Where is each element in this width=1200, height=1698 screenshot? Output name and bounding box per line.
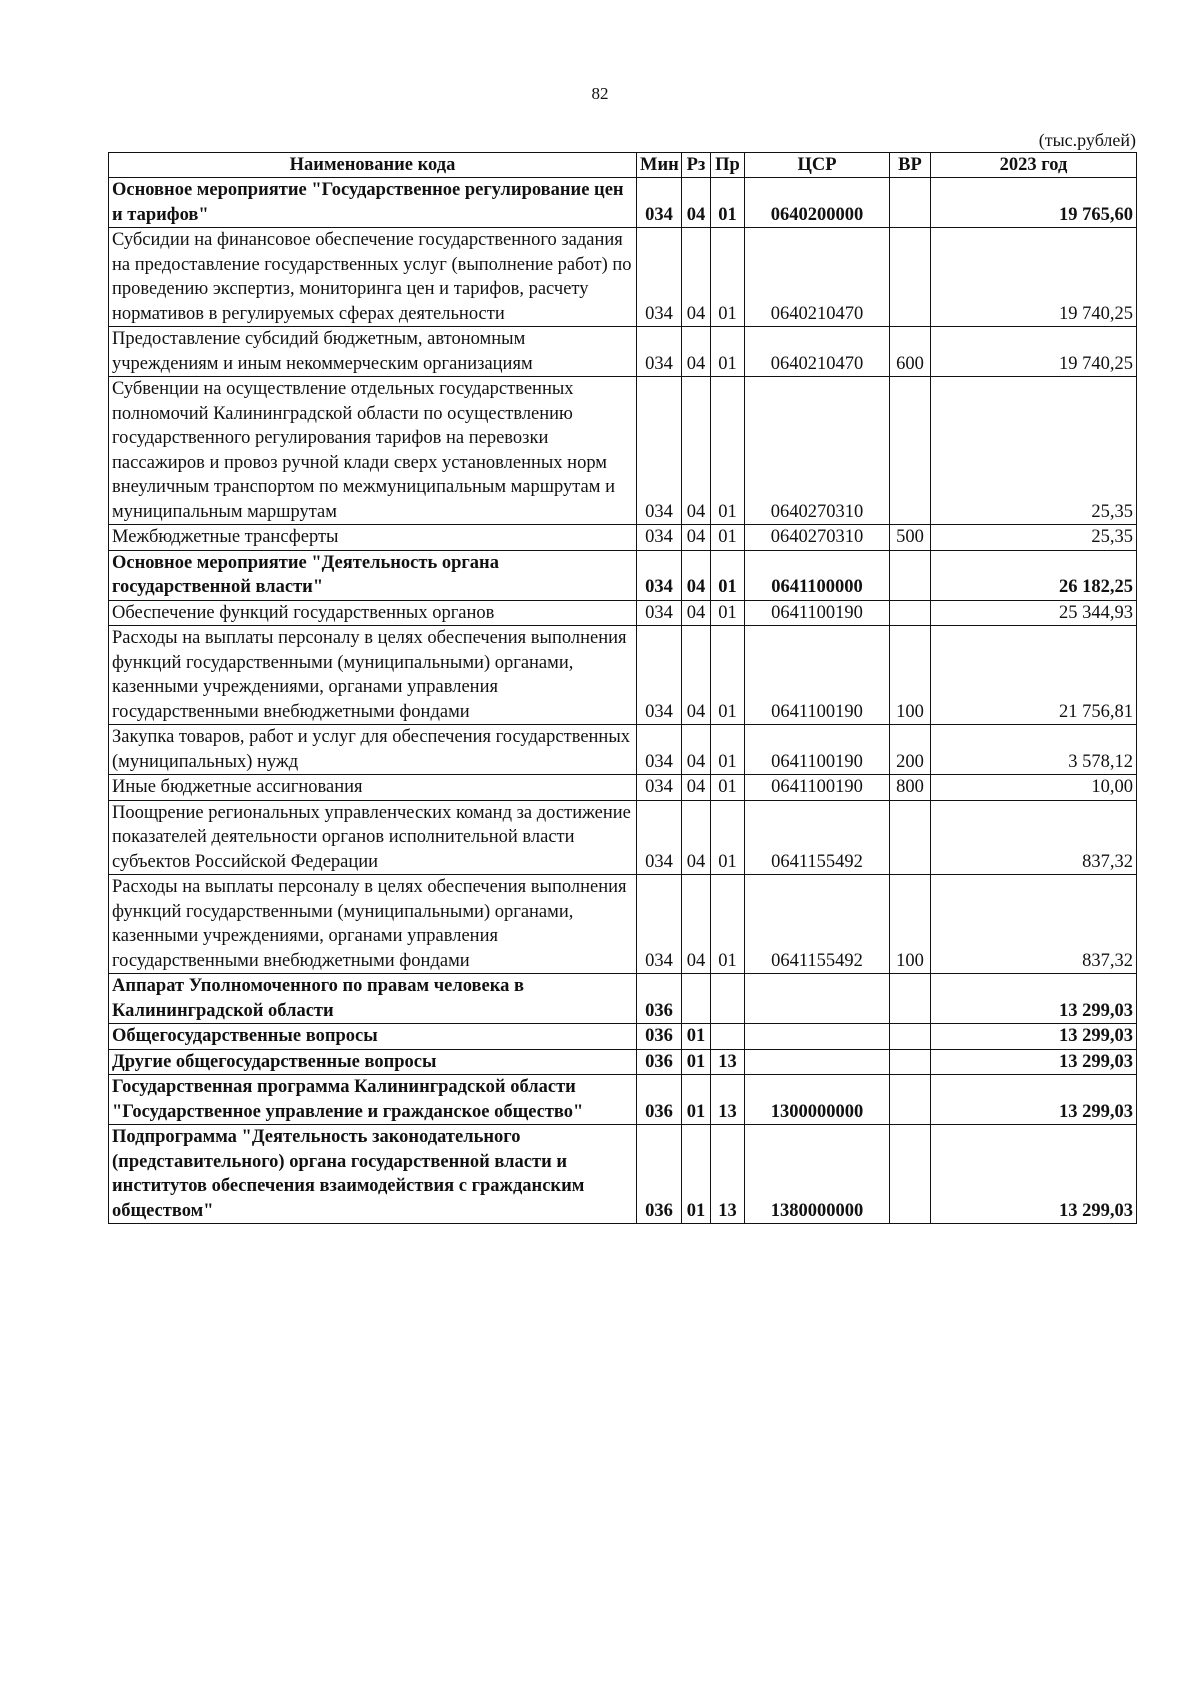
cell-min: 034 (637, 550, 682, 600)
cell-pr: 01 (711, 525, 745, 551)
cell-rz: 04 (682, 626, 711, 725)
table-row (109, 725, 1137, 775)
cell-name: Предоставление субсидий бюджетным, автономным учреждениям и иным некоммерческим организациям (109, 327, 637, 377)
cell-vr (890, 1125, 931, 1224)
header-csr: ЦСР (745, 153, 890, 178)
table-row (109, 626, 1137, 725)
cell-csr: 1300000000 (745, 1075, 890, 1125)
cell-csr: 0640270310 (745, 525, 890, 551)
cell-pr: 13 (711, 1049, 745, 1075)
cell-rz: 04 (682, 775, 711, 801)
cell-amount: 13 299,03 (931, 974, 1137, 1024)
table-row (109, 800, 1137, 875)
cell-rz: 04 (682, 178, 711, 228)
cell-pr: 01 (711, 875, 745, 974)
cell-csr: 0640210470 (745, 327, 890, 377)
cell-min: 034 (637, 178, 682, 228)
header-pr: Пр (711, 153, 745, 178)
cell-vr (890, 1024, 931, 1050)
table-row (109, 327, 1137, 377)
cell-amount: 19 740,25 (931, 327, 1137, 377)
page-number: 82 (591, 84, 609, 103)
cell-vr (890, 550, 931, 600)
cell-pr: 01 (711, 775, 745, 801)
units-label: (тыс.рублей) (1038, 130, 1136, 150)
cell-vr (890, 178, 931, 228)
cell-rz: 04 (682, 525, 711, 551)
cell-csr (745, 974, 890, 1024)
table-row (109, 178, 1137, 228)
cell-amount: 13 299,03 (931, 1075, 1137, 1125)
header-rz: Рз (682, 153, 711, 178)
cell-rz: 04 (682, 600, 711, 626)
cell-min: 034 (637, 800, 682, 875)
cell-pr: 13 (711, 1075, 745, 1125)
cell-rz: 01 (682, 1024, 711, 1050)
cell-vr (890, 228, 931, 327)
cell-name: Межбюджетные трансферты (109, 525, 637, 551)
cell-name: Субсидии на финансовое обеспечение государственного задания на предоставление государственных услуг (выполнение работ) по проведению экспертиз, мониторинга цен и тарифов, расчету нормативов в регулируемых сферах деятельности (109, 228, 637, 327)
cell-name: Аппарат Уполномоченного по правам человека в Калининградской области (109, 974, 637, 1024)
header-year: 2023 год (931, 153, 1137, 178)
cell-pr (711, 1024, 745, 1050)
cell-rz: 01 (682, 1075, 711, 1125)
cell-amount: 19 740,25 (931, 228, 1137, 327)
cell-pr: 13 (711, 1125, 745, 1224)
cell-csr: 0640200000 (745, 178, 890, 228)
cell-name: Подпрограмма "Деятельность законодательного (представительного) органа государственной власти и институтов обеспечения взаимодействия с гражданским обществом" (109, 1125, 637, 1224)
cell-min: 034 (637, 228, 682, 327)
cell-min: 034 (637, 600, 682, 626)
table-row (109, 1075, 1137, 1125)
cell-vr (890, 974, 931, 1024)
cell-csr: 0641155492 (745, 800, 890, 875)
table-row (109, 875, 1137, 974)
cell-vr: 600 (890, 327, 931, 377)
cell-amount: 837,32 (931, 800, 1137, 875)
cell-amount: 19 765,60 (931, 178, 1137, 228)
table-row (109, 974, 1137, 1024)
budget-table (108, 152, 1137, 1224)
cell-amount: 21 756,81 (931, 626, 1137, 725)
cell-csr: 0641100190 (745, 626, 890, 725)
cell-name: Общегосударственные вопросы (109, 1024, 637, 1050)
cell-vr (890, 1049, 931, 1075)
cell-rz: 04 (682, 550, 711, 600)
cell-csr (745, 1049, 890, 1075)
cell-name: Закупка товаров, работ и услуг для обеспечения государственных (муниципальных) нужд (109, 725, 637, 775)
cell-amount: 25,35 (931, 377, 1137, 525)
cell-name: Расходы на выплаты персоналу в целях обеспечения выполнения функций государственными (муниципальными) органами, казенными учреждениями, органами управления государственными внебюджетными фондами (109, 875, 637, 974)
cell-csr: 0641100000 (745, 550, 890, 600)
cell-vr: 500 (890, 525, 931, 551)
cell-pr: 01 (711, 725, 745, 775)
cell-rz: 04 (682, 875, 711, 974)
cell-rz (682, 974, 711, 1024)
cell-amount: 10,00 (931, 775, 1137, 801)
table-row (109, 550, 1137, 600)
cell-name: Основное мероприятие "Государственное регулирование цен и тарифов" (109, 178, 637, 228)
cell-pr (711, 974, 745, 1024)
cell-rz: 01 (682, 1049, 711, 1075)
cell-min: 034 (637, 525, 682, 551)
table-row (109, 525, 1137, 551)
cell-min: 034 (637, 775, 682, 801)
cell-csr: 0641155492 (745, 875, 890, 974)
table-row (109, 775, 1137, 801)
cell-rz: 04 (682, 327, 711, 377)
table-row (109, 377, 1137, 525)
header-row (109, 153, 1137, 178)
table-body (109, 178, 1137, 1224)
cell-csr: 0641100190 (745, 775, 890, 801)
cell-rz: 04 (682, 725, 711, 775)
cell-csr: 1380000000 (745, 1125, 890, 1224)
cell-amount: 25,35 (931, 525, 1137, 551)
cell-min: 034 (637, 377, 682, 525)
cell-pr: 01 (711, 550, 745, 600)
header-vr: ВР (890, 153, 931, 178)
cell-name: Обеспечение функций государственных органов (109, 600, 637, 626)
cell-vr: 200 (890, 725, 931, 775)
cell-amount: 13 299,03 (931, 1125, 1137, 1224)
cell-pr: 01 (711, 600, 745, 626)
cell-pr: 01 (711, 327, 745, 377)
cell-vr (890, 600, 931, 626)
cell-min: 036 (637, 974, 682, 1024)
cell-amount: 26 182,25 (931, 550, 1137, 600)
cell-min: 036 (637, 1024, 682, 1050)
cell-rz: 04 (682, 800, 711, 875)
cell-rz: 04 (682, 228, 711, 327)
cell-name: Основное мероприятие "Деятельность органа государственной власти" (109, 550, 637, 600)
cell-vr (890, 800, 931, 875)
cell-csr: 0641100190 (745, 600, 890, 626)
cell-pr: 01 (711, 800, 745, 875)
cell-vr: 100 (890, 875, 931, 974)
cell-csr: 0640270310 (745, 377, 890, 525)
cell-pr: 01 (711, 626, 745, 725)
cell-pr: 01 (711, 178, 745, 228)
cell-vr: 100 (890, 626, 931, 725)
cell-rz: 01 (682, 1125, 711, 1224)
header-name: Наименование кода (109, 153, 637, 178)
table-row (109, 600, 1137, 626)
cell-pr: 01 (711, 228, 745, 327)
cell-name: Субвенции на осуществление отдельных государственных полномочий Калининградской области по осуществлению государственного регулирования тарифов на перевозки пассажиров и провоз ручной клади сверх установленных норм внеуличным транспортом по межмуниципальным маршрутам и муниципальным маршрутам (109, 377, 637, 525)
cell-rz: 04 (682, 377, 711, 525)
cell-pr: 01 (711, 377, 745, 525)
cell-csr (745, 1024, 890, 1050)
cell-vr: 800 (890, 775, 931, 801)
cell-amount: 13 299,03 (931, 1024, 1137, 1050)
table-row (109, 228, 1137, 327)
cell-min: 034 (637, 875, 682, 974)
cell-min: 034 (637, 327, 682, 377)
cell-name: Расходы на выплаты персоналу в целях обеспечения выполнения функций государственными (муниципальными) органами, казенными учреждениями, органами управления государственными внебюджетными фондами (109, 626, 637, 725)
cell-min: 034 (637, 626, 682, 725)
table-row (109, 1049, 1137, 1075)
cell-min: 034 (637, 725, 682, 775)
table-row (109, 1024, 1137, 1050)
cell-name: Поощрение региональных управленческих команд за достижение показателей деятельности органов исполнительной власти субъектов Российской Федерации (109, 800, 637, 875)
cell-amount: 837,32 (931, 875, 1137, 974)
cell-csr: 0640210470 (745, 228, 890, 327)
header-min: Мин (637, 153, 682, 178)
table-row (109, 1125, 1137, 1224)
cell-min: 036 (637, 1125, 682, 1224)
cell-amount: 3 578,12 (931, 725, 1137, 775)
cell-name: Государственная программа Калининградской области "Государственное управление и гражданское общество" (109, 1075, 637, 1125)
cell-csr: 0641100190 (745, 725, 890, 775)
cell-vr (890, 377, 931, 525)
cell-name: Иные бюджетные ассигнования (109, 775, 637, 801)
cell-min: 036 (637, 1075, 682, 1125)
cell-amount: 25 344,93 (931, 600, 1137, 626)
cell-min: 036 (637, 1049, 682, 1075)
cell-vr (890, 1075, 931, 1125)
cell-name: Другие общегосударственные вопросы (109, 1049, 637, 1075)
cell-amount: 13 299,03 (931, 1049, 1137, 1075)
